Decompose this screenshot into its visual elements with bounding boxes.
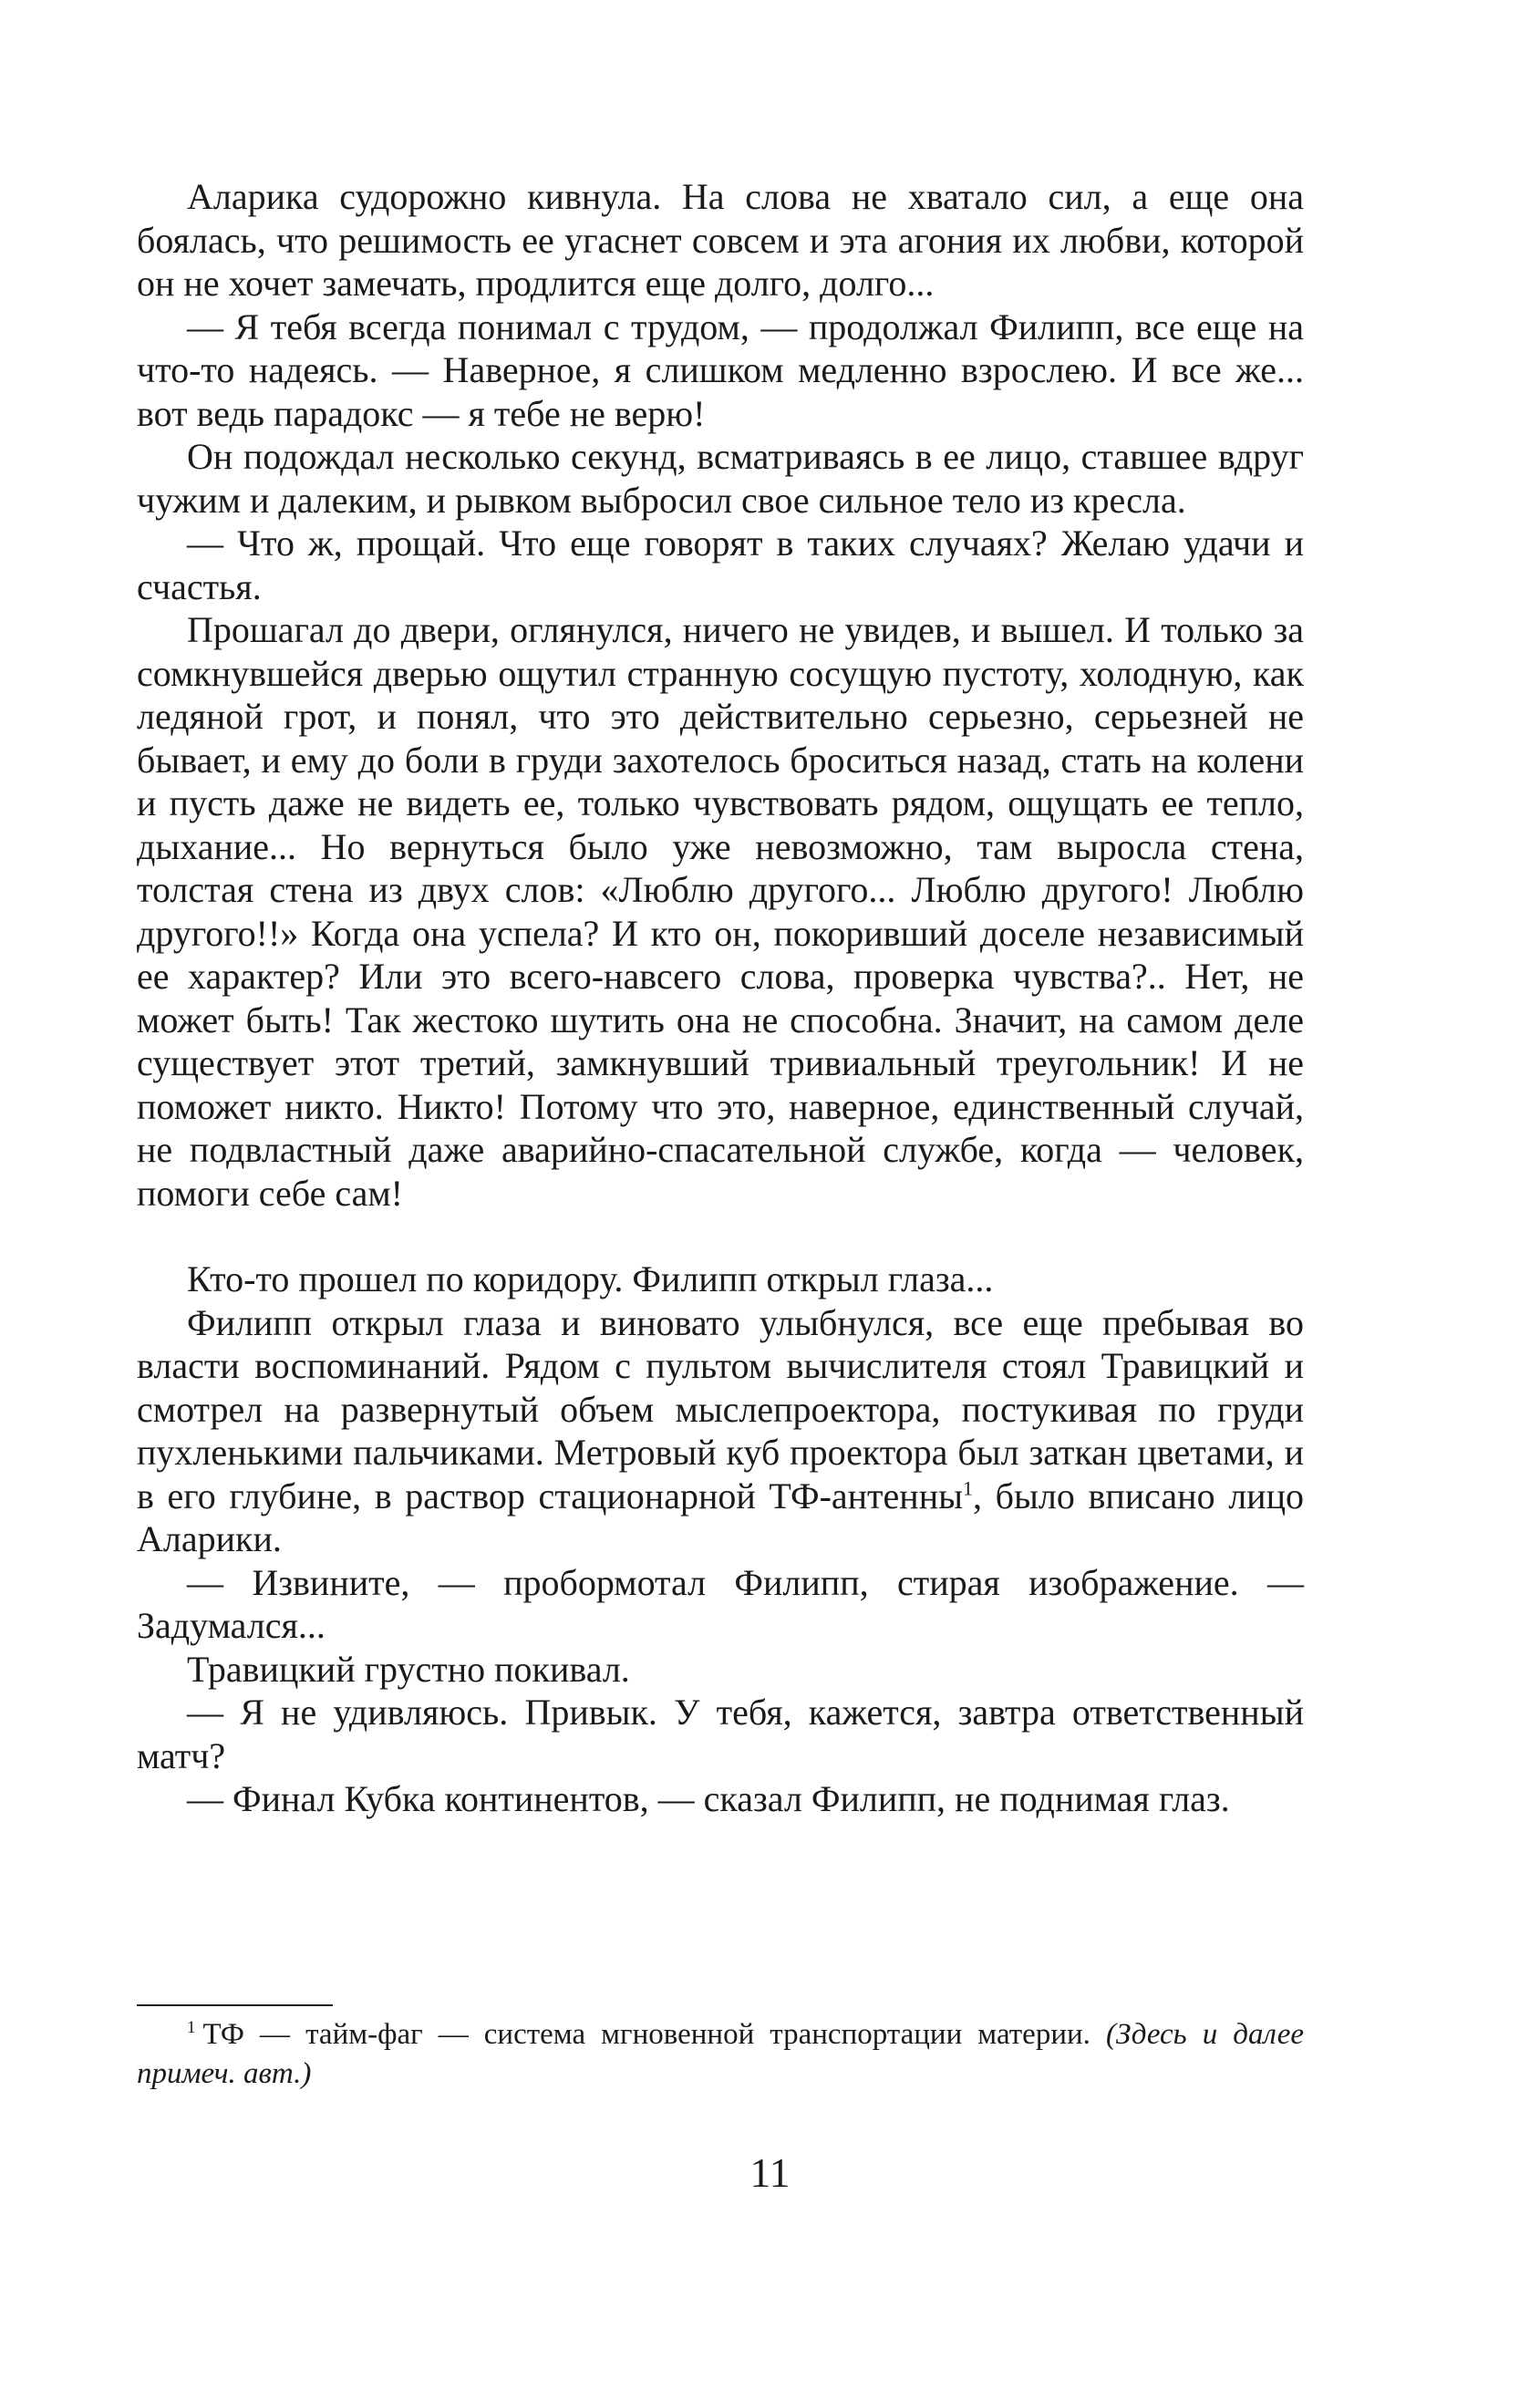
page-body xyxy=(137,175,1304,1821)
footnote-italic-note: (Здесь и далее примеч. авт.) xyxy=(137,2018,1304,2090)
paragraph-text-continued: , было вписано лицо Аларики. xyxy=(137,1475,1304,1559)
footnote xyxy=(137,2015,1304,2094)
paragraph-text: Филипп открыл глаза и виновато улыбнулся, все еще пребывая во власти воспоминаний. Рядом с пультом вычислителя стоял Травицкий и смотрел на развернутый объем мыслепроектора, постукивая по груди пухленькими пальчиками. Метровый куб проектора был заткан цветами, и в его глубине, в раствор стационарной ТФ-антенны xyxy=(137,1301,1304,1516)
paragraph: — Что ж, прощай. Что еще говорят в таких случаях? Желаю удачи и счастья. xyxy=(137,523,1304,607)
paragraph: Аларика судорожно кивнула. На слова не хватало сил, а еще она боялась, что решимость ее угаснет совсем и эта агония их любви, которой он не хочет замечать, продлится еще долго, долго... xyxy=(137,176,1304,304)
footnote-mark: 1 xyxy=(187,2018,196,2037)
paragraph: — Извините, — пробормотал Филипп, стирая изображение. — Задумался... xyxy=(137,1561,1304,1646)
section-break xyxy=(137,1215,1304,1258)
paragraph: Он подождал несколько секунд, всматриваясь в ее лицо, ставшее вдруг чужим и далеким, и рывком выбросил свое сильное тело из кресла. xyxy=(137,436,1304,521)
paragraph: Кто-то прошел по коридору. Филипп открыл глаза... xyxy=(187,1258,994,1299)
paragraph: — Я тебя всегда понимал с трудом, — продолжал Филипп, все еще на что-то надеясь. — Наверное, я слишком медленно взрослею. И все же... вот ведь парадокс — я тебе не верю! xyxy=(137,305,1304,434)
paragraph: — Финал Кубка континентов, — сказал Филипп, не поднимая глаз. xyxy=(187,1778,1230,1819)
paragraph: Травицкий грустно покивал. xyxy=(187,1648,630,1690)
paragraph: — Я не удивляюсь. Привык. У тебя, кажется, завтра ответственный матч? xyxy=(137,1692,1304,1776)
footnote-text: ТФ — тайм-фаг — система мгновенной транспортации материи. xyxy=(202,2018,1106,2051)
page-number: 11 xyxy=(749,2149,791,2196)
paragraph: Прошагал до двери, оглянулся, ничего не увидев, и вышел. И только за сомкнувшейся дверью ощутил странную сосущую пустоту, холодную, как ледяной грот, и понял, что это действительно серьезно, серьезней не бывает, и ему до боли в груди захотелось броситься назад, стать на колени и пусть даже не видеть ее, только чувствовать рядом, ощущать ее тепло, дыхание... Но вернуться было уже невозможно, там выросла стена, толстая стена из двух слов: «Люблю другого... Люблю другого! Люблю другого!!» Когда она успела? И кто он, покоривший доселе независимый ее характер? Или это всего-навсего слова, проверка чувства?.. Нет, не может быть! Так жестоко шутить она не способна. Значит, на самом деле существует этот третий, замкнувший тривиальный треугольник! И не поможет никто. Никто! Потому что это, наверное, единственный случай, не подвластный даже аварийно-спасательной службе, когда — человек, помоги себе сам! xyxy=(137,609,1304,1214)
footnote-divider xyxy=(137,2004,333,2006)
paragraph-with-footnote xyxy=(137,1301,1304,1561)
footnote-reference: 1 xyxy=(962,1476,973,1500)
